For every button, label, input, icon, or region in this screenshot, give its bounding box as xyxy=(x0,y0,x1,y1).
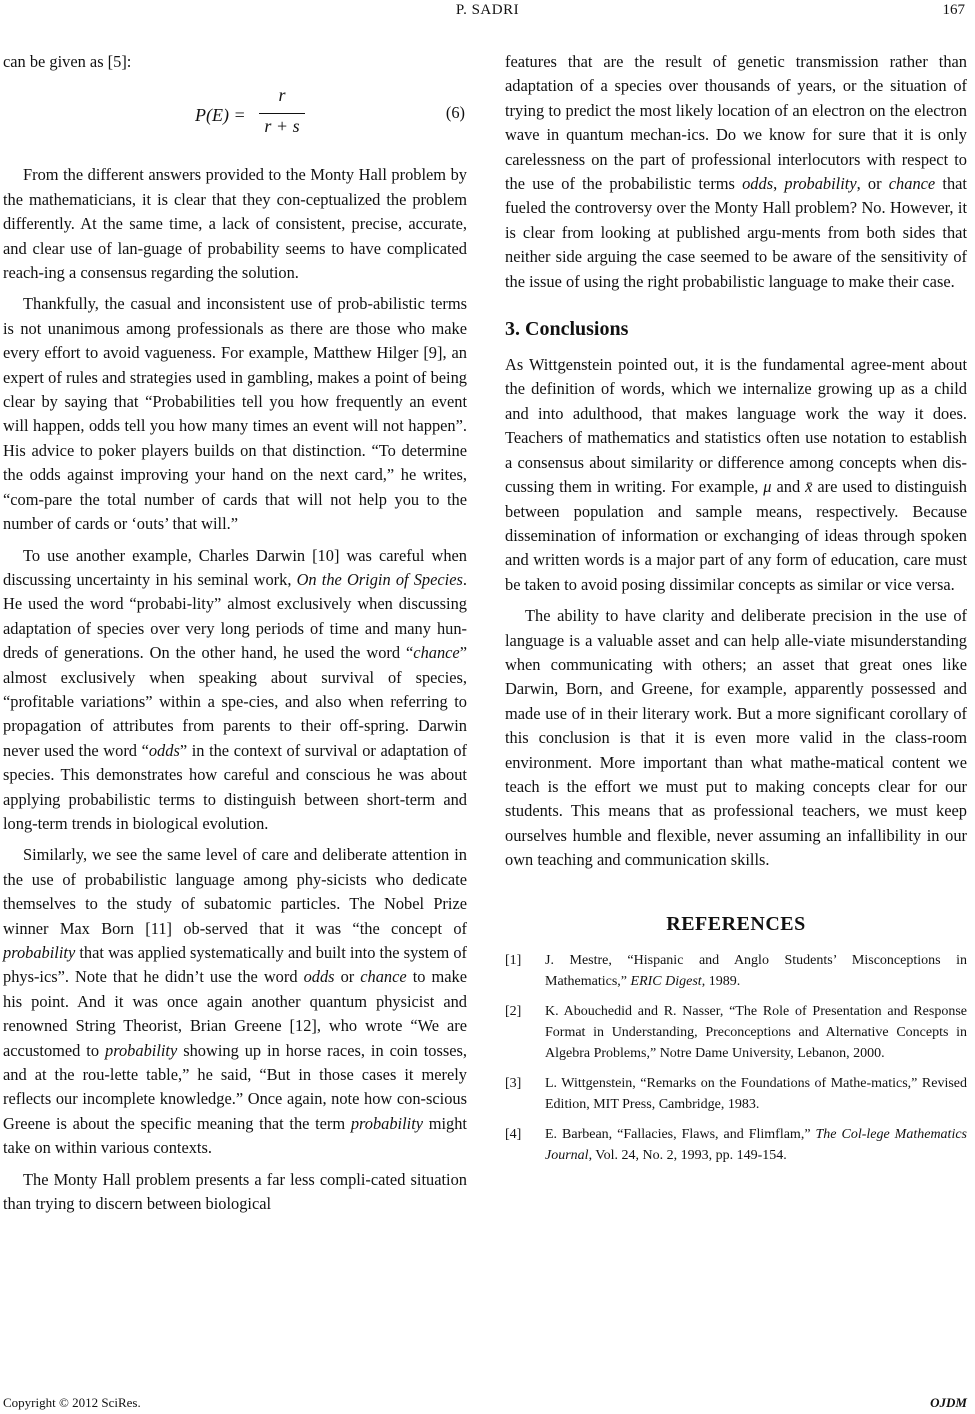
equation-numerator: r xyxy=(278,85,286,106)
equation-intro: can be given as [5]: xyxy=(3,52,132,71)
paragraph-physicists xyxy=(3,843,467,1160)
reference-text: , 1989. xyxy=(701,973,741,989)
text-run: that fueled the controversy over the Monty Hall problem? No. However, it is clear from looking at published argu-ments from both sides that neither side arguing the case seemed to be aware of the sensitivity of the issue of using the right probabilistic language to make their case. xyxy=(505,174,967,291)
paragraph: The Monty Hall problem presents a far less compli-cated situation than trying to discern between biological xyxy=(3,1169,467,1214)
copyright-notice: Copyright © 2012 SciRes. xyxy=(3,1395,141,1410)
left-column xyxy=(3,50,467,1223)
paragraph-darwin xyxy=(3,544,467,837)
equation-denominator: r + s xyxy=(264,116,300,137)
reference-number: [4] xyxy=(505,1126,522,1142)
italic-term: odds xyxy=(148,740,180,760)
text-run: that was applied systematically and built into the system of phys-ics”. Note that he didn’t use the word xyxy=(3,943,467,987)
references-heading: REFERENCES xyxy=(666,912,806,935)
reference-number: [3] xyxy=(505,1075,522,1091)
italic-term: probability xyxy=(3,943,76,962)
text-run: ” in the context of survival or adaptation of species. This demonstrates how careful and conscious he was about applying probabilistic terms to distinguish between short-term and long-term trends in biological evolution. xyxy=(3,740,467,833)
paragraph: The ability to have clarity and deliberate precision in the use of language is a valuable asset and can help alle-viate misunderstanding when communicating with others; an asset that great ones like Darwin, Born, and Greene, for example, apparently possessed and made use of in their literary work. But a more significant corollary of this conclusion is that it is even more valid in the class-room environment. More important than what mathe-matical content we teach is the effort we must put to making concepts clear for our students. This means that as professional teachers, we must keep ourselves humble and flexible, never assuming an infallibility in our own teaching and communication skills. xyxy=(505,606,967,870)
reference-item xyxy=(505,1073,967,1115)
reference-item xyxy=(505,1001,967,1064)
italic-term: chance xyxy=(360,967,407,987)
italic-term: probability xyxy=(105,1040,178,1060)
text-run: features that are the result of genetic transmission rather than adaptation of a species over thousands of years, or the situation of trying to predict the most likely location of an electron on the electron wave in quantum mechan-ics. Do we know for sure that it is only carelessness on the part of professional interlocutors with respect to the use of the probabilistic terms xyxy=(505,52,967,194)
equation-6 xyxy=(3,77,467,159)
paragraph: From the different answers provided to the Monty Hall problem by the mathematicians, it is clear that they con-ceptualized the problem differently. At the same time, a lack of consistent, precise, accurate, and clear use of lan-guage of probability seems to have complicated reach-ing a consensus regarding the solution. xyxy=(3,165,467,283)
text-run: Similarly, we see the same level of care and deliberate attention in the use of probabilistic language among phy-sicists who dedicate themselves to the study of subatomic particles. The Nobel Prize winner Max Born [11] ob-served that it was “the concept of xyxy=(3,845,467,938)
text-run: ” almost exclusively when speaking about survival of species, “profitable variations” within a spe-cies, and also when referring to propagation of attributes from parents to their off-spring. Darwin never used the word “ xyxy=(3,643,467,760)
text-run: , xyxy=(773,174,785,194)
mu-symbol: μ xyxy=(763,477,772,497)
italic-term: chance xyxy=(888,174,936,194)
text-run: showing up in horse races, in coin tosses, and at the rou-lette table,” he said, “But in those cases it merely reflects our incomplete knowledge.” Once again, note how con-scious Greene is about the specific meaning that the term xyxy=(3,1040,467,1133)
reference-venue: ERIC Digest xyxy=(630,973,702,989)
text-run: and xyxy=(771,477,806,497)
text-run: To use another example, Charles Darwin [10] was careful when discussing uncertainty in his seminal work, xyxy=(3,545,467,589)
xbar-symbol: x̄ xyxy=(805,477,813,497)
paragraph-wittgenstein xyxy=(505,353,967,597)
right-column xyxy=(505,50,967,1175)
reference-text: , Vol. 24, No. 2, 1993, pp. 149-154. xyxy=(588,1147,787,1163)
text-run: might take on within various contexts. xyxy=(3,1113,467,1158)
reference-text: L. Wittgenstein, “Remarks on the Foundations of Mathe-matics,” Revised Edition, MIT Press, Cambridge, 1983. xyxy=(545,1075,967,1112)
running-head-author: P. SADRI xyxy=(455,2,520,18)
reference-venue: The Col-lege Mathematics Journal xyxy=(545,1126,967,1163)
reference-item xyxy=(505,950,967,992)
section-heading-conclusions: 3. Conclusions xyxy=(505,318,629,341)
text-run: . He used the word “probabi-lity” almost exclusively when discussing adaptation of species over very long periods of time and many hun-dreds of generations. On the other hand, he used the word “ xyxy=(3,569,467,663)
equation-number: (6) xyxy=(445,103,465,123)
italic-term: On the Origin of Species xyxy=(296,569,463,589)
italic-term: odds xyxy=(303,967,335,987)
reference-number: [1] xyxy=(505,952,522,968)
text-run: are used to distinguish between population and sample means, respectively. Because dissemination of information or exchanging of ideas through spoken and written words is a major part of any form of education, care must be taken to avoid posing dissimilar concepts as similar or vice versa. xyxy=(505,477,967,594)
text-run: or xyxy=(334,967,361,987)
reference-text: K. Abouchedid and R. Nasser, “The Role of Presentation and Response Format in Understanding, Preconceptions and Alternative Concepts in Algebra Problems,” Notre Dame University, Lebanon, 2000. xyxy=(545,1003,967,1061)
journal-abbreviation: OJDM xyxy=(930,1395,967,1410)
italic-term: probability xyxy=(784,174,857,194)
page-number: 167 xyxy=(942,2,965,18)
fraction-bar xyxy=(259,113,305,114)
equation-lhs: P(E) = xyxy=(195,105,246,126)
paragraph: Thankfully, the casual and inconsistent use of prob-abilistic terms is not unanimous among professionals as there are those who make every effort to avoid vagueness. For example, Matthew Hilger [9], an expert of rules and strategies used in gambling, makes a point of being clear by saying that “Probabilities tell you how frequently an event will happen, odds tell you how many times an event will not happen”. His advice to poker players builds on that distinction. “To determine the odds against improving your hand on the next card,” he writes, “com-pare the total number of cards that will not help you to the number of cards or ‘outs’ that will.” xyxy=(3,294,467,534)
italic-term: probability xyxy=(350,1113,424,1133)
italic-term: chance xyxy=(413,643,460,663)
reference-number: [2] xyxy=(505,1003,522,1019)
reference-text: E. Barbean, “Fallacies, Flaws, and Flimflam,” xyxy=(545,1126,816,1142)
reference-text: J. Mestre, “Hispanic and Anglo Students’ Misconceptions in Mathematics,” xyxy=(545,952,967,989)
equation-fraction xyxy=(259,85,305,137)
reference-item xyxy=(505,1124,967,1166)
italic-term: odds xyxy=(742,174,774,194)
paragraph-continued xyxy=(505,50,967,294)
text-run: As Wittgenstein pointed out, it is the fundamental agree-ment about the definition of words, which we internalize growing up as a child and into adulthood, that makes language work the way it does. Teachers of mathematics and statistics often use notation to establish a consensus about similarity or difference among concepts when dis-cussing them in writing. For example, xyxy=(505,355,967,497)
text-run: to make his point. And it was once again another quantum physicist and renowned String Theorist, Brian Greene [12], who wrote “We are accustomed to xyxy=(3,967,467,1060)
text-run: , or xyxy=(856,174,889,194)
page-header xyxy=(0,0,975,26)
